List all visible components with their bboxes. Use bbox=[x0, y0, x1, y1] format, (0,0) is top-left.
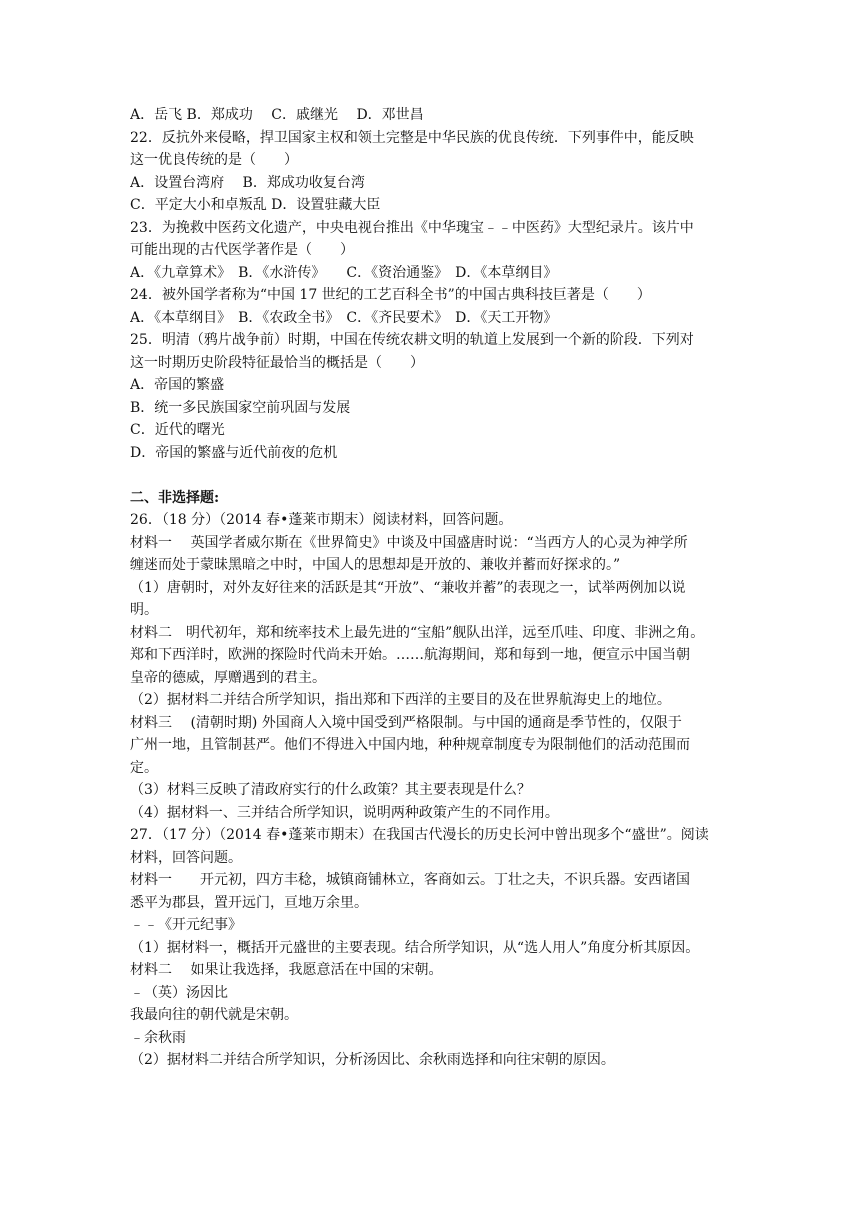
q26-material-3-line-1: 材料三 (清朝时期) 外国商人入境中国受到严格限制。与中国的通商是季节性的，仅限于 bbox=[130, 714, 682, 731]
q26-material-3-line-2: 广州一地，且管制甚严。他们不得进入中国内地，种种规章制度专为限制他们的活动范围而 bbox=[130, 737, 690, 753]
q24-options: A．《本草纲目》 B．《农政全书》 C．《齐民要术》 D．《天工开物》 bbox=[130, 309, 558, 326]
q27-stem-line-1: 27．（17 分）（2014 春•蓬莱市期末）在我国古代漫长的历史长河中曾出现多个“盛世”。阅读 bbox=[130, 827, 709, 843]
q27-material-1-line-2: 悉平为郡县，置开远门，亘地万余里。 bbox=[130, 894, 368, 911]
q26-material-1-line-2: 缠迷而处于蒙昧黑暗之中时，中国人的思想却是开放的、兼收并蓄而好探求的。” bbox=[130, 557, 621, 573]
q26-material-1-line-1: 材料一 英国学者威尔斯在《世界简史》中谈及中国盛唐时说：“当西方人的心灵为神学所 bbox=[130, 534, 688, 551]
q27-material-2-source-2: ﹣余秋雨 bbox=[130, 1029, 186, 1046]
q26-material-2-line-1: 材料二 明代初年，郑和统率技术上最先进的“宝船”舰队出洋，远至爪哇、印度、非洲之角。 bbox=[130, 624, 705, 641]
q25-stem-line-1: 25．明清（鸦片战争前）时期，中国在传统农耕文明的轨道上发展到一个新的阶段．下列对 bbox=[130, 332, 694, 348]
q27-material-2-quote-2: 我最向往的朝代就是宋朝。 bbox=[130, 1007, 298, 1023]
q26-sub-3: （3）材料三反映了清政府实行的什么政策？其主要表现是什么？ bbox=[130, 782, 531, 798]
exam-page bbox=[130, 104, 738, 1072]
section-heading: 二、非选择题: bbox=[130, 489, 220, 506]
q25-option-d: D．帝国的繁盛与近代前夜的危机 bbox=[130, 444, 338, 461]
q26-material-2-line-2: 郑和下西洋时，欧洲的探险时代尚未开始。……航海期间，郑和每到一地，便宣示中国当朝 bbox=[130, 647, 690, 663]
q23-stem-line-1: 23．为挽救中医药文化遗产，中央电视台推出《中华瑰宝﹣﹣中医药》大型纪录片。该片中 bbox=[130, 219, 694, 236]
q23-stem-line-2: 可能出现的古代医学著作是（ ） bbox=[130, 242, 354, 258]
q22-options-row-2: C．平定大小和卓叛乱 D．设置驻藏大臣 bbox=[130, 197, 381, 213]
section-spacer bbox=[130, 464, 738, 487]
q27-stem-line-2: 材料，回答问题。 bbox=[130, 849, 242, 866]
q22-stem-line-1: 22．反抗外来侵略，捍卫国家主权和领土完整是中华民族的优良传统．下列事件中，能反映 bbox=[130, 129, 694, 146]
q26-stem: 26．（18 分）（2014 春•蓬莱市期末）阅读材料，回答问题。 bbox=[130, 512, 513, 528]
q22-stem-line-2: 这一优良传统的是（ ） bbox=[130, 152, 298, 168]
q26-sub-4: （4）据材料一、三并结合所学知识，说明两种政策产生的不同作用。 bbox=[130, 804, 559, 821]
q27-sub-2: （2）据材料二并结合所学知识，分析汤因比、余秋雨选择和向往宋朝的原因。 bbox=[130, 1052, 615, 1068]
q27-material-2-source-1: ﹣（英）汤因比 bbox=[130, 984, 228, 1001]
q21-options: A．岳飞 B．郑成功 C．戚继光 D．邓世昌 bbox=[130, 107, 424, 123]
q27-material-2-quote-1: 材料二 如果让我选择，我愿意活在中国的宋朝。 bbox=[130, 962, 443, 978]
q26-sub-2: （2）据材料二并结合所学知识，指出郑和下西洋的主要目的及在世界航海史上的地位。 bbox=[130, 692, 671, 708]
q24-stem: 24．被外国学者称为“中国 17 世纪的工艺百科全书”的中国古典科技巨著是（ ） bbox=[130, 287, 651, 303]
q26-sub-1-line-2: 明。 bbox=[130, 602, 158, 618]
q25-option-a: A．帝国的繁盛 bbox=[130, 377, 225, 393]
q27-material-1-line-1: 材料一 开元初，四方丰稔，城镇商铺林立，客商如云。丁壮之夫，不识兵器。安西诸国 bbox=[130, 872, 690, 888]
q26-material-3-line-3: 定。 bbox=[130, 759, 158, 776]
q26-material-2-line-3: 皇帝的德威，厚赠遇到的君主。 bbox=[130, 669, 326, 686]
q22-options-row-1: A．设置台湾府 B．郑成功收复台湾 bbox=[130, 174, 365, 191]
q27-sub-1: （1）据材料一，概括开元盛世的主要表现。结合所学知识，从“选人用人”角度分析其原因。 bbox=[130, 939, 700, 956]
q26-sub-1-line-1: （1）唐朝时，对外友好往来的活跃是其“开放”、“兼收并蓄”的表现之一，试举两例加以说 bbox=[130, 579, 686, 596]
q25-option-c: C．近代的曙光 bbox=[130, 422, 225, 438]
q23-options: A．《九章算术》 B．《水浒传》 C．《资治通鉴》 D．《本草纲目》 bbox=[130, 264, 558, 281]
q25-stem-line-2: 这一时期历史阶段特征最恰当的概括是（ ） bbox=[130, 354, 424, 371]
q27-material-1-source: ﹣﹣《开元纪事》 bbox=[130, 917, 242, 933]
q25-option-b: B．统一多民族国家空前巩固与发展 bbox=[130, 399, 351, 416]
